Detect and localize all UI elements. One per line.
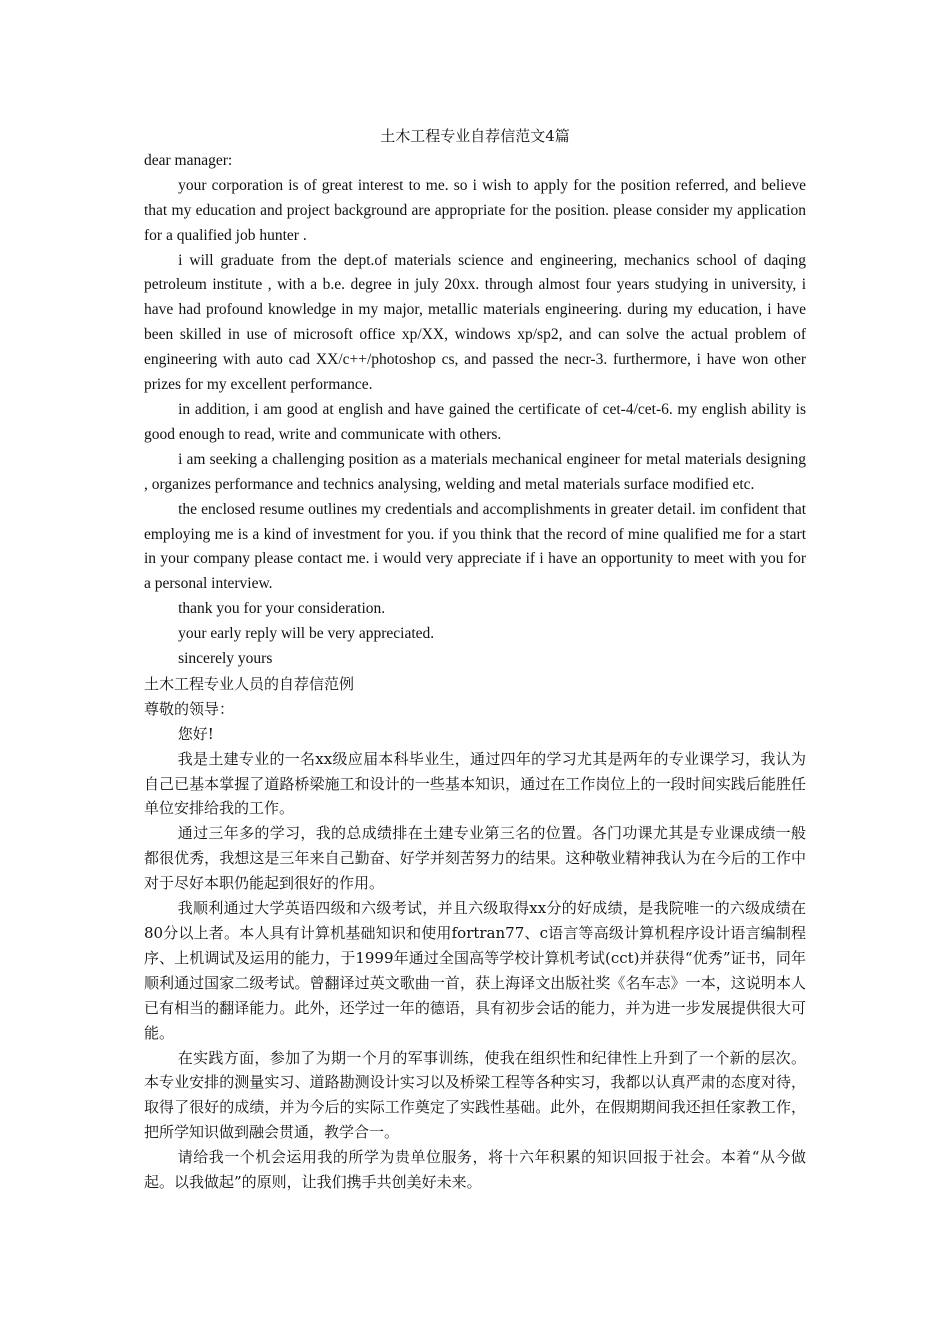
letter1-paragraph: i am seeking a challenging position as a materials mechanical engineer for metal materials designing , organizes performance and technics analysing, welding and metal materials surface modified etc. xyxy=(144,450,806,493)
document-page xyxy=(144,124,806,1195)
letter2-paragraph: 通过三年多的学习，我的总成绩排在土建专业第三名的位置。各门功课尤其是专业课成绩一般都很优秀，我想这是三年来自己勤奋、好学并刻苦努力的结果。这种敬业精神我认为在今后的工作中对于尽好本职仍能起到很好的作用。 xyxy=(144,824,806,893)
letter2-salutation: 尊敬的领导： xyxy=(144,699,235,718)
letter1-signoff: sincerely yours xyxy=(178,650,273,668)
letter1-salutation: dear manager: xyxy=(144,151,233,169)
letter2-paragraph: 我顺利通过大学英语四级和六级考试，并且六级取得xx分的好成绩，是我院唯一的六级成绩在80分以上者。本人具有计算机基础知识和使用fortran77、c语言等高级计算机程序设计语言编制程序、上机调试及运用的能力，于1999年通过全国高等学校计算机考试(cct)并获得“优秀”证书，同年顺利通过国家二级考试。曾翻译过英文歌曲一首，获上海译文出版社奖《名车志》一本，这说明本人已有相当的翻译能力。此外，还学过一年的德语，具有初步会话的能力，并为进一步发展提供很大可能。 xyxy=(144,899,806,1042)
letter1-paragraph: in addition, i am good at english and have gained the certificate of cet-4/cet-6. my english ability is good enough to read, write and communicate with others. xyxy=(144,400,806,443)
letter2-paragraph: 在实践方面，参加了为期一个月的军事训练，使我在组织性和纪律性上升到了一个新的层次。本专业安排的测量实习、道路勘测设计实习以及桥梁工程等各种实习，我都以认真严肃的态度对待，取得了很好的成绩，并为今后的实际工作奠定了实践性基础。此外，在假期期间我还担任家教工作，把所学知识做到融会贯通，教学合一。 xyxy=(144,1048,806,1142)
letter1-paragraph: your corporation is of great interest to me. so i wish to apply for the position referred, and believe that my education and project background are appropriate for the position. please consider my application for a qualified job hunter . xyxy=(144,176,806,244)
letter1-paragraph: i will graduate from the dept.of materials science and engineering, mechanics school of daqing petroleum institute , with a b.e. degree in july 20xx. through almost four years studying in university, i have had profound knowledge in my major, metallic materials engineering. during my education, i have been skilled in use of microsoft office xp/XX, windows xp/sp2, and can solve the actual problem of engineering with auto cad XX/c++/photoshop cs, and passed the necr-3. furthermore, i have won other prizes for my excellent performance. xyxy=(144,251,806,394)
letter1-closing-line: your early reply will be very appreciated. xyxy=(178,625,435,643)
letter2-paragraph: 我是土建专业的一名xx级应届本科毕业生，通过四年的学习尤其是两年的专业课学习，我认为自己已基本掌握了道路桥梁施工和设计的一些基本知识，通过在工作岗位上的一段时间实践后能胜任单位安排给我的工作。 xyxy=(144,749,806,818)
letter2-heading: 土木工程专业人员的自荐信范例 xyxy=(144,674,355,693)
letter1-closing-line: thank you for your consideration. xyxy=(178,600,386,618)
letter2-greeting: 您好! xyxy=(177,724,214,743)
letter1-paragraph: the enclosed resume outlines my credentials and accomplishments in greater detail. im confident that employing me is a kind of investment for you. if you think that the record of mine qualified me for a start in your company please contact me. i would very appreciate if i have an opportunity to meet with you for a personal interview. xyxy=(144,500,806,593)
document-title: 土木工程专业自荐信范文4篇 xyxy=(380,127,570,145)
letter2-paragraph: 请给我一个机会运用我的所学为贵单位服务，将十六年积累的知识回报于社会。本着“从今做起。以我做起”的原则，让我们携手共创美好未来。 xyxy=(144,1148,806,1192)
